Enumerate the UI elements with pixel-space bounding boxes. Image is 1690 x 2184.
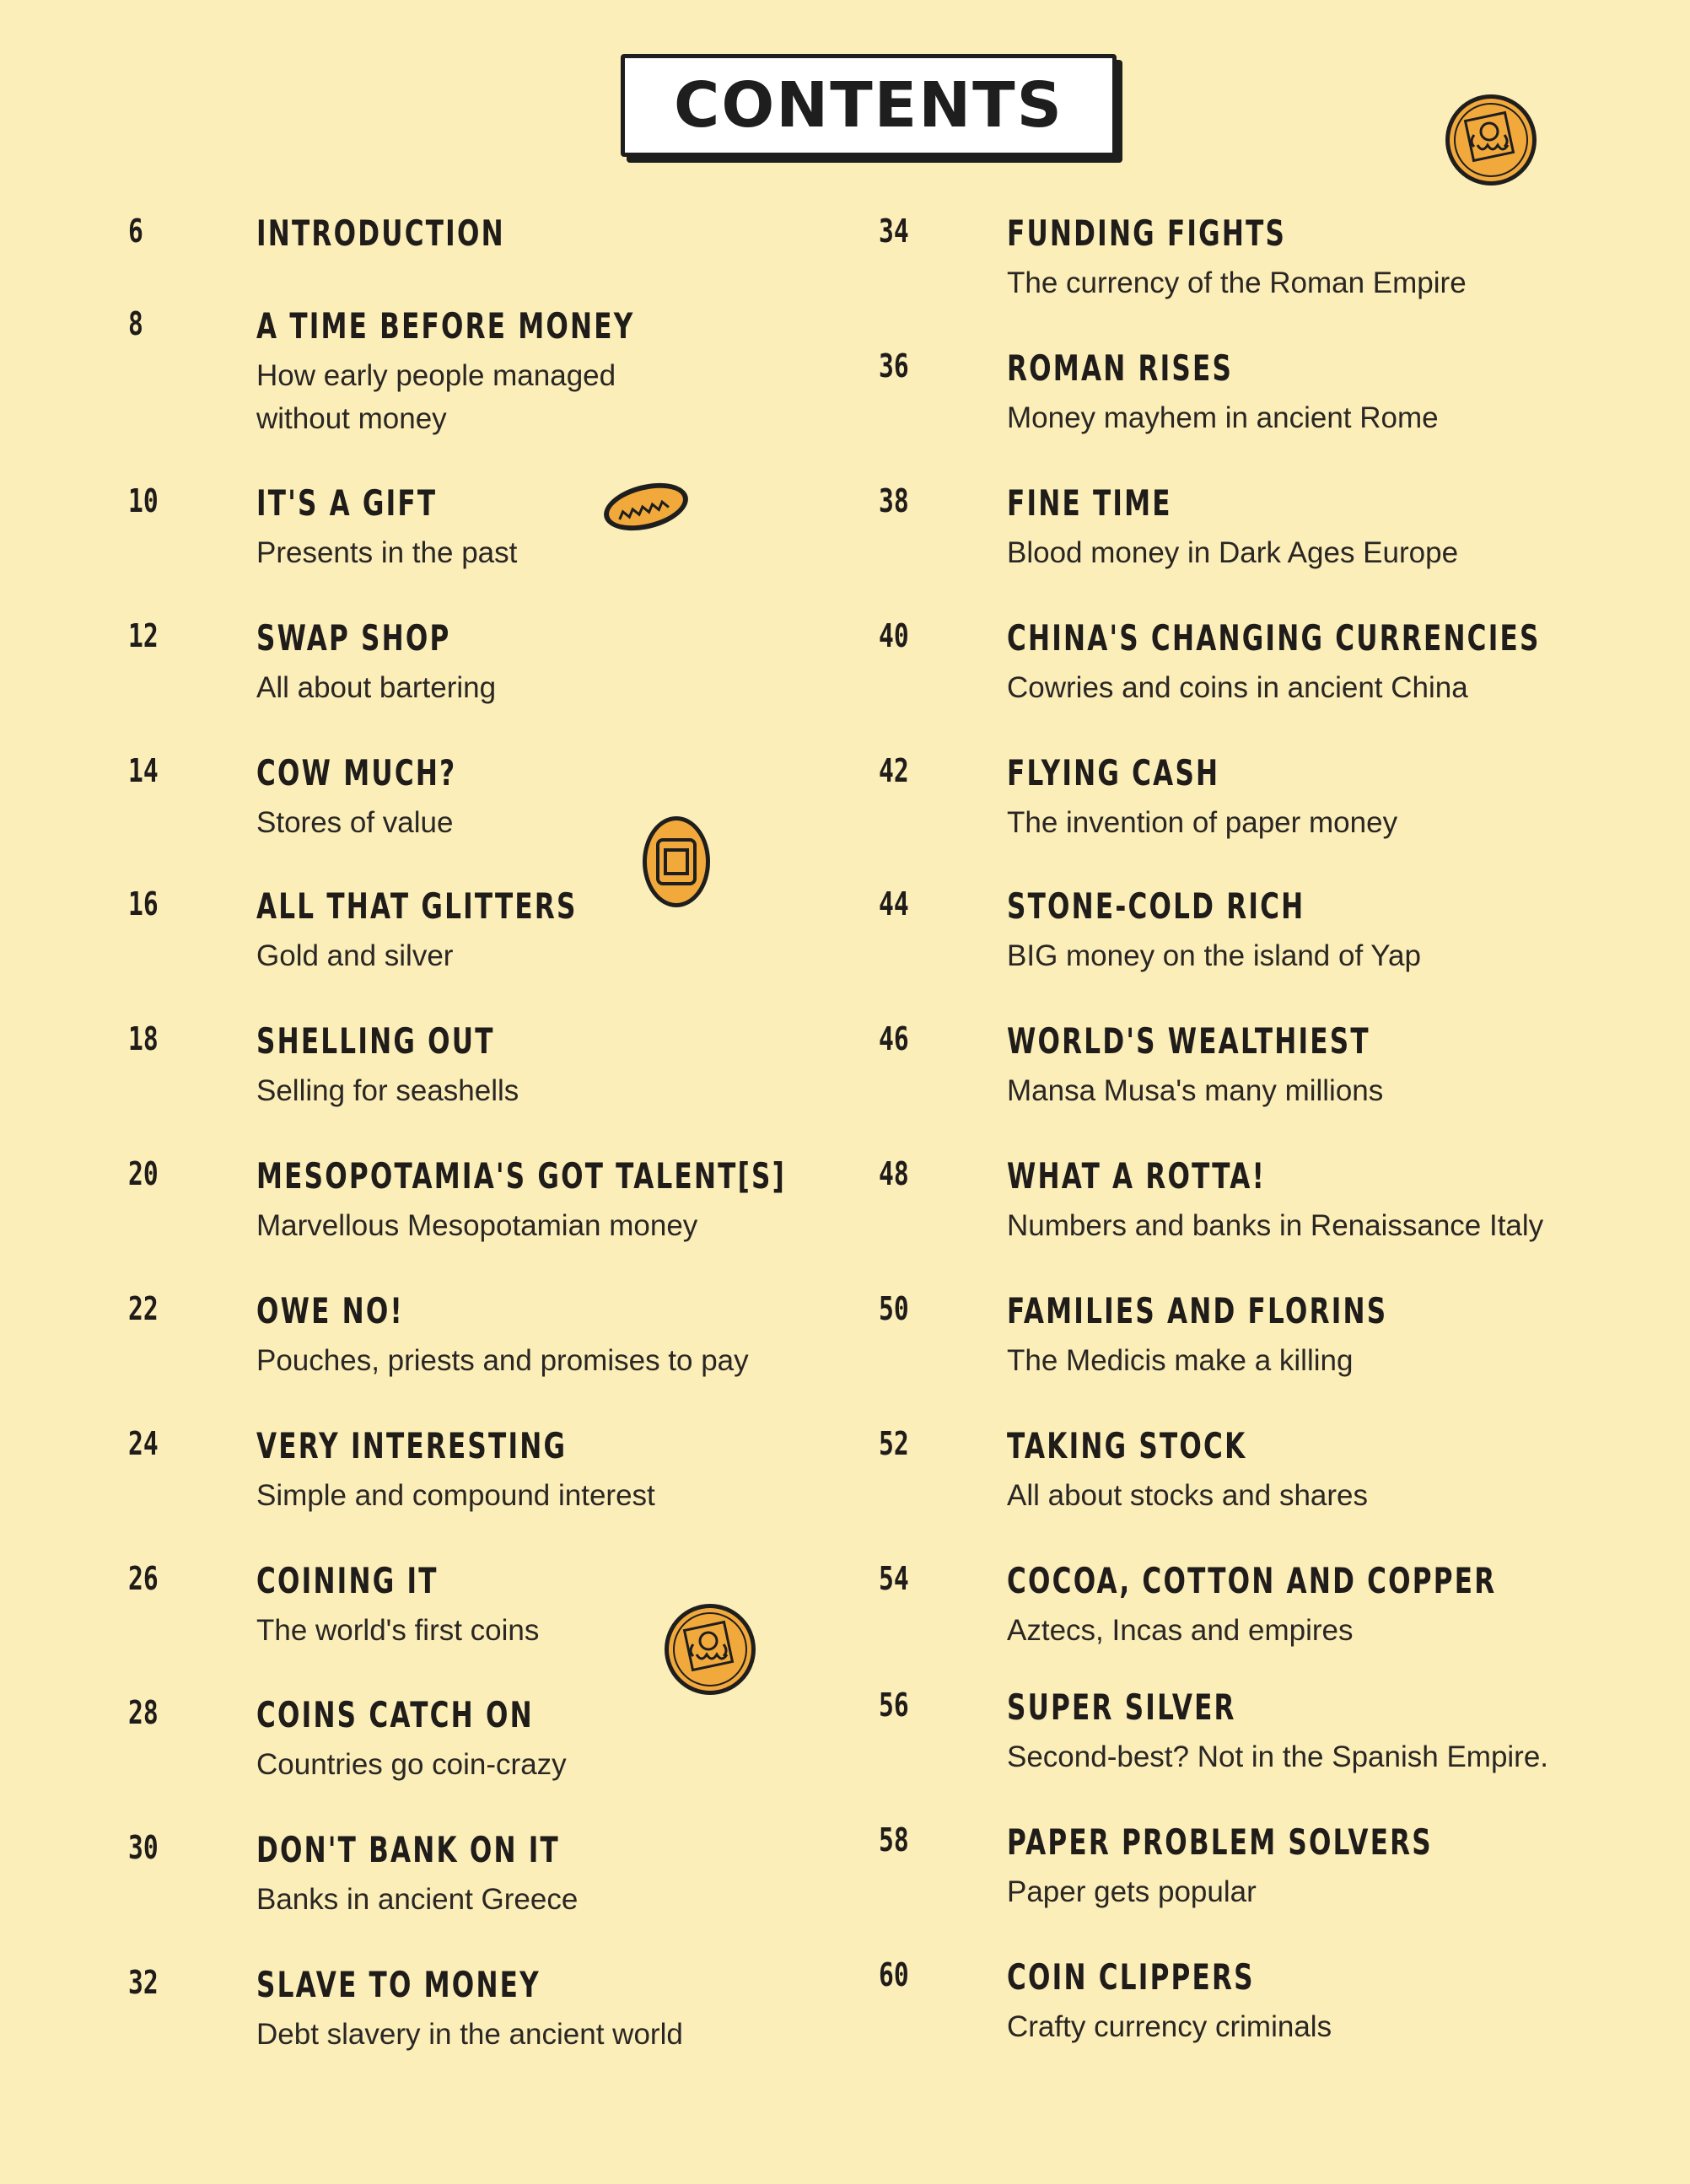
page-number: 16: [128, 885, 159, 923]
entry-subtitle: The Medicis make a killing: [1007, 1344, 1354, 1377]
page-number: 14: [128, 752, 159, 789]
entry-heading: FINE TIME: [1007, 482, 1172, 524]
entry-heading: FAMILIES AND FLORINS: [1007, 1290, 1388, 1331]
page-number: 44: [879, 885, 909, 923]
entry-subtitle: Cowries and coins in ancient China: [1007, 671, 1468, 704]
entry-heading: FLYING CASH: [1007, 752, 1220, 793]
page-number: 38: [879, 482, 909, 519]
page-number: 22: [128, 1290, 159, 1327]
page-number: 60: [879, 1956, 909, 1993]
entry-heading: COIN CLIPPERS: [1007, 1956, 1255, 1998]
page-number: 40: [879, 617, 909, 654]
page-number: 52: [879, 1425, 909, 1462]
page-number: 6: [128, 212, 143, 250]
page-number: 12: [128, 617, 159, 654]
page-number: 58: [879, 1821, 909, 1859]
entry-subtitle: Paper gets popular: [1007, 1875, 1257, 1908]
entry-heading: PAPER PROBLEM SOLVERS: [1007, 1821, 1433, 1863]
entry-heading: DON'T BANK ON IT: [256, 1829, 560, 1870]
page-number: 10: [128, 482, 159, 519]
entry-subtitle: The invention of paper money: [1007, 806, 1398, 839]
page-number: 42: [879, 752, 909, 789]
page-number: 20: [128, 1155, 159, 1192]
entry-subtitle: Stores of value: [256, 806, 454, 839]
entry-subtitle: Gold and silver: [256, 939, 454, 972]
bar-ingot-icon: [599, 477, 693, 536]
entry-subtitle: Selling for seashells: [256, 1074, 519, 1107]
page-title: CONTENTS: [674, 69, 1063, 142]
entry-heading: SUPER SILVER: [1007, 1686, 1236, 1728]
page-number: 24: [128, 1425, 159, 1462]
entry-heading: COINS CATCH ON: [256, 1694, 534, 1735]
entry-subtitle: Second-best? Not in the Spanish Empire.: [1007, 1740, 1549, 1773]
entry-heading: FUNDING FIGHTS: [1007, 212, 1287, 254]
entry-heading: COW MUCH?: [256, 752, 457, 793]
entry-heading: VERY INTERESTING: [256, 1425, 568, 1466]
entry-subtitle: Numbers and banks in Renaissance Italy: [1007, 1209, 1544, 1242]
page-number: 26: [128, 1560, 159, 1597]
entry-subtitle: Marvellous Mesopotamian money: [256, 1209, 698, 1242]
entry-subtitle: Blood money in Dark Ages Europe: [1007, 536, 1459, 569]
entry-subtitle: All about stocks and shares: [1007, 1479, 1369, 1512]
entry-subtitle: The currency of the Roman Empire: [1007, 266, 1467, 299]
entry-subtitle: The world's first coins: [256, 1614, 540, 1647]
entry-heading: TAKING STOCK: [1007, 1425, 1247, 1466]
entry-subtitle: Debt slavery in the ancient world: [256, 2018, 683, 2051]
entry-heading: MESOPOTAMIA'S GOT TALENT[S]: [256, 1155, 787, 1197]
entry-subtitle: Simple and compound interest: [256, 1479, 655, 1512]
entry-heading: SLAVE TO MONEY: [256, 1964, 541, 2005]
entry-heading: IT'S A GIFT: [256, 482, 438, 524]
page-number: 8: [128, 305, 143, 342]
entry-subtitle: Presents in the past: [256, 536, 518, 569]
entry-heading: STONE-COLD RICH: [1007, 885, 1305, 927]
entry-heading: SWAP SHOP: [256, 617, 451, 659]
coin-octopus-icon: [1440, 89, 1542, 191]
entry-heading: ALL THAT GLITTERS: [256, 885, 578, 927]
contents-title-box: [621, 54, 1117, 157]
page-number: 32: [128, 1964, 159, 2001]
page-number: 46: [879, 1020, 909, 1057]
page-number: 30: [128, 1829, 159, 1866]
entry-heading: SHELLING OUT: [256, 1020, 495, 1062]
entry-subtitle: Pouches, priests and promises to pay: [256, 1344, 749, 1377]
entry-heading: WHAT A ROTTA!: [1007, 1155, 1266, 1197]
page-number: 36: [879, 347, 909, 385]
page-number: 34: [879, 212, 909, 250]
entry-heading: OWE NO!: [256, 1290, 404, 1331]
entry-subtitle: Crafty currency criminals: [1007, 2010, 1332, 2043]
page-number: 18: [128, 1020, 159, 1057]
entry-subtitle: How early people managed without money: [256, 359, 616, 435]
entry-subtitle: Countries go coin-crazy: [256, 1748, 567, 1781]
entry-heading: CHINA'S CHANGING CURRENCIES: [1007, 617, 1541, 659]
entry-subtitle: BIG money on the island of Yap: [1007, 939, 1421, 972]
coin-octopus-icon: [659, 1599, 761, 1700]
entry-heading: ROMAN RISES: [1007, 347, 1234, 389]
entry-subtitle: Aztecs, Incas and empires: [1007, 1614, 1354, 1647]
entry-heading: WORLD'S WEALTHIEST: [1007, 1020, 1370, 1062]
square-hole-coin-icon: [638, 811, 715, 912]
page-number: 48: [879, 1155, 909, 1192]
page-number: 56: [879, 1686, 909, 1724]
entry-heading: COINING IT: [256, 1560, 439, 1601]
entry-subtitle: Banks in ancient Greece: [256, 1883, 579, 1916]
entry-heading: A TIME BEFORE MONEY: [256, 305, 635, 347]
page-number: 50: [879, 1290, 909, 1327]
page-number: 28: [128, 1694, 159, 1731]
entry-subtitle: Mansa Musa's many millions: [1007, 1074, 1384, 1107]
entry-subtitle: Money mayhem in ancient Rome: [1007, 401, 1439, 434]
page-number: 54: [879, 1560, 909, 1597]
entry-heading: INTRODUCTION: [256, 212, 505, 254]
entry-heading: COCOA, COTTON AND COPPER: [1007, 1560, 1497, 1601]
entry-subtitle: All about bartering: [256, 671, 497, 704]
